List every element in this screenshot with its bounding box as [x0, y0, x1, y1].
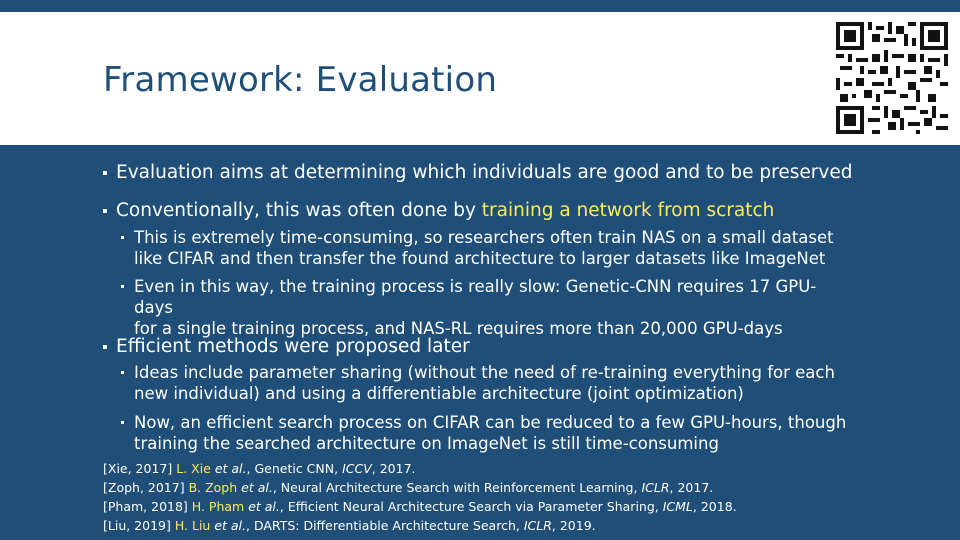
reference-item: [Xie, 2017] L. Xie et al., Genetic CNN, ICCV, 2017. [103, 461, 416, 476]
text-line: new individual) and using a differentiable architecture (joint optimization) [134, 384, 744, 403]
highlighted-phrase: training a network from scratch [481, 200, 775, 221]
top-strip [0, 0, 960, 12]
sub-bullet-dot [121, 285, 124, 288]
bullet-dot [103, 345, 107, 349]
text-line: Even in this way, the training process is really slow: Genetic-CNN requires 17 GPU-days [134, 277, 817, 317]
reference-venue: ICML [662, 499, 693, 514]
text-line: Now, an efficient search process on CIFAR can be reduced to a few GPU-hours, though [134, 413, 847, 432]
reference-author: H. Pham [191, 499, 245, 514]
bullet-dot [103, 209, 107, 213]
reference-author: B. Zoph [188, 480, 238, 495]
reference-venue: ICCV [342, 461, 372, 476]
references [103, 459, 953, 535]
text-line: like CIFAR and then transfer the found architecture to larger datasets like ImageNet [134, 249, 826, 268]
reference-author: H. Liu [174, 518, 211, 533]
reference-item: [Liu, 2019] H. Liu et al., DARTS: Differentiable Architecture Search, ICLR, 2019. [103, 518, 596, 533]
sub-bullet-text [134, 412, 854, 454]
reference-item: [Zoph, 2017] B. Zoph et al., Neural Architecture Search with Reinforcement Learning, ICLR, 2017. [103, 480, 714, 495]
sub-bullet-text [134, 227, 854, 269]
text-line: for a single training process, and NAS-RL requires more than 20,000 GPU-days [134, 319, 783, 338]
reference-author: L. Xie [176, 461, 211, 476]
bullet-text: Evaluation aims at determining which individuals are good and to be preserved [116, 162, 853, 183]
text-line: This is extremely time-consuming, so researchers often train NAS on a small dataset [134, 228, 834, 247]
sub-bullet-text [134, 362, 854, 404]
qr-code-icon [836, 22, 948, 134]
sub-bullet-text [134, 276, 854, 339]
bullet-text [116, 200, 774, 222]
sub-bullet-dot [121, 421, 124, 424]
sub-bullet-dot [121, 236, 124, 239]
slide-title: Framework: Evaluation [103, 60, 498, 100]
text-line: Ideas include parameter sharing (without the need of re-training everything for each [134, 363, 835, 382]
reference-venue: ICLR [641, 480, 670, 495]
reference-venue: ICLR [523, 518, 552, 533]
bullet-text: Efficient methods were proposed later [116, 336, 470, 357]
text-line: training the searched architecture on ImageNet is still time-consuming [134, 434, 719, 453]
sub-bullet-dot [121, 371, 124, 374]
reference-item: [Pham, 2018] H. Pham et al., Efficient Neural Architecture Search via Parameter Sharing, ICML, 2018. [103, 499, 737, 514]
bullet-text-plain: Conventionally, this was often done by [116, 200, 482, 221]
bullet-dot [103, 171, 107, 175]
